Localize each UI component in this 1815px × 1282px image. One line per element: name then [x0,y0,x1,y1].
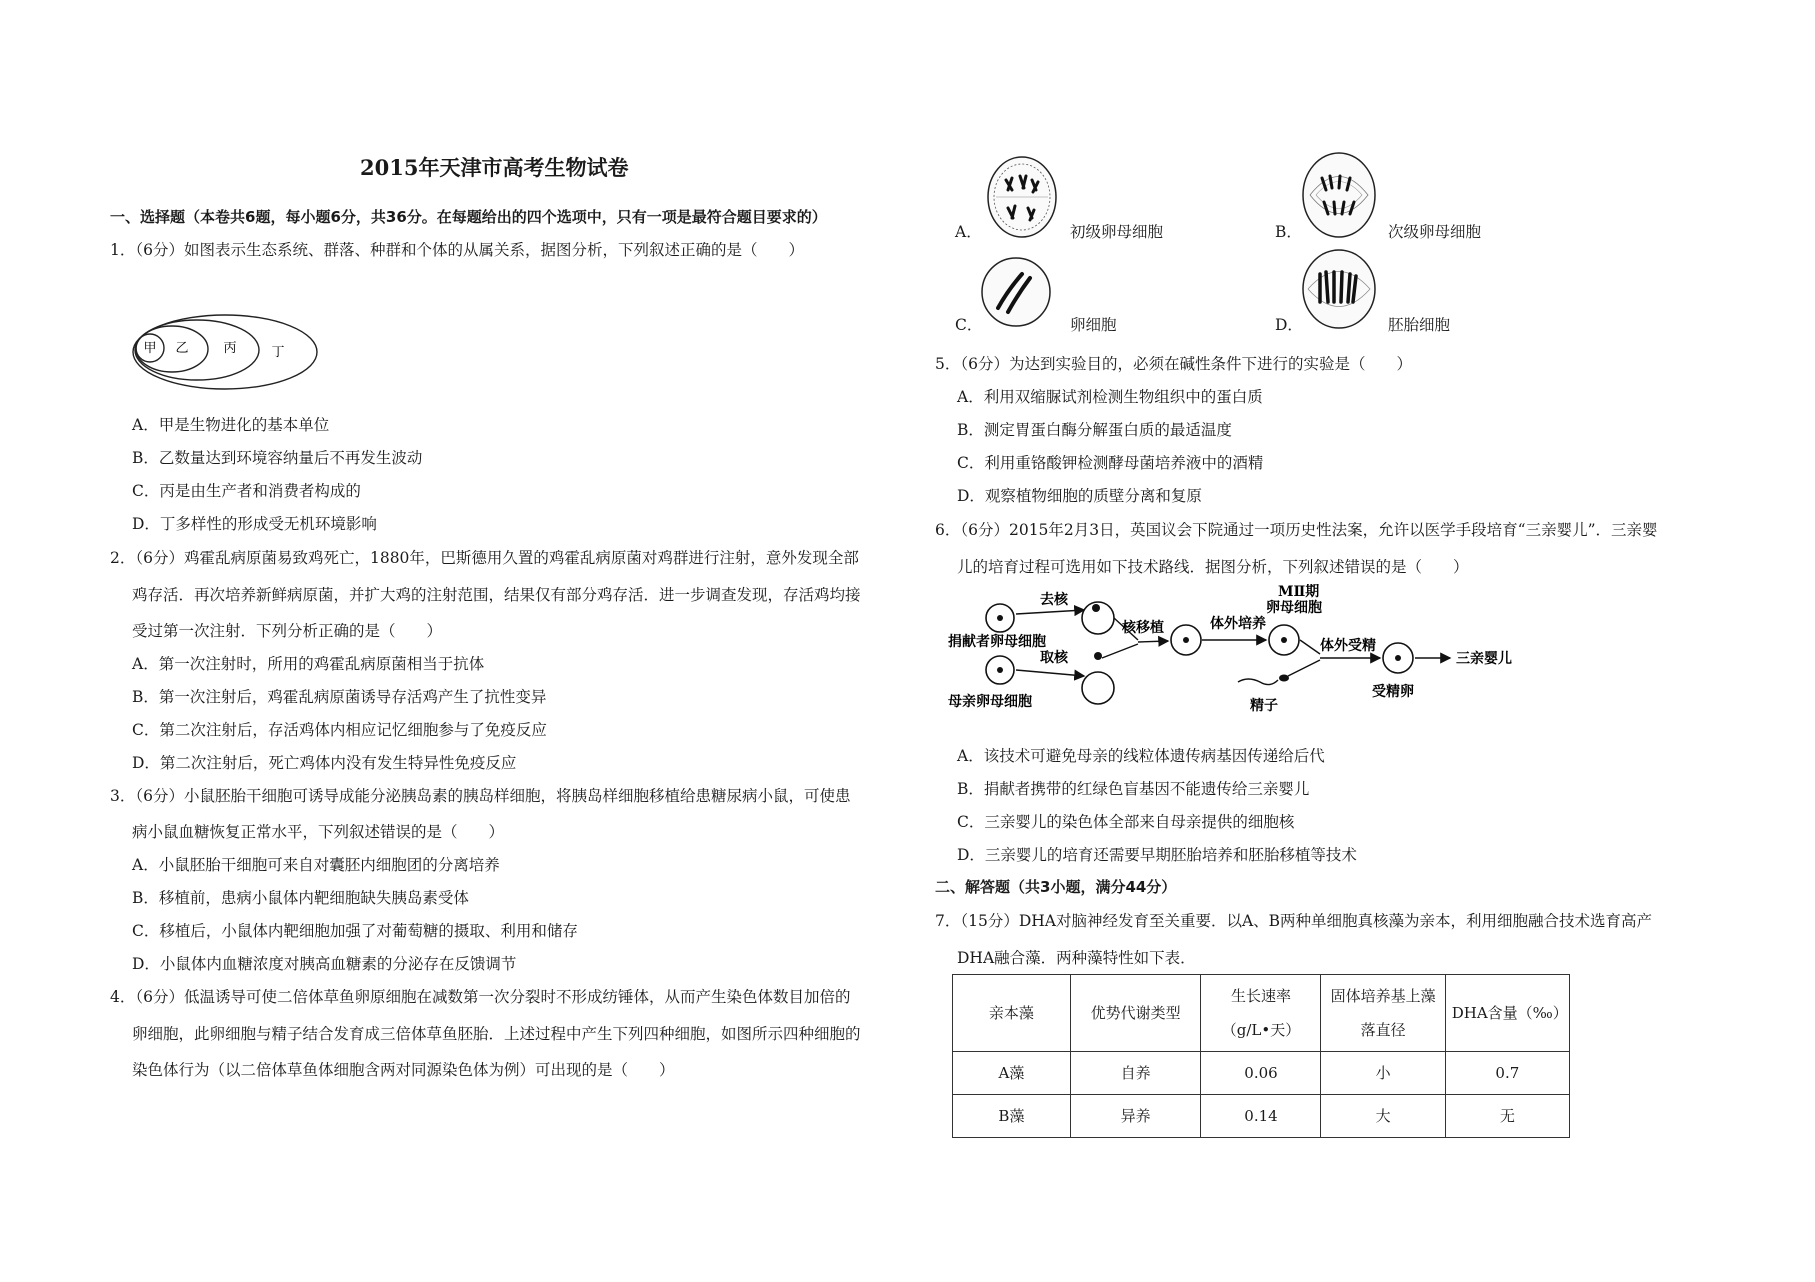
section-choice-heading: 一、选择题（本卷共6题，每小题6分，共36分。在每题给出的四个选项中，只有一项是最符合题目要求的） [110,208,827,226]
q6-label-sperm: 精子 [1250,698,1278,714]
q2-line-2: 鸡存活．再次培养新鲜病原菌，并扩大鸡的注射范围，结果仅有部分鸡存活．进一步调查发现，存活鸡均接 [132,586,861,604]
table-header-cell: DHA含量（‰） [1445,975,1569,1052]
q5-option-c: C．利用重铬酸钾检测酵母菌培养液中的酒精 [957,454,1264,472]
q4-option-a-label: 初级卵母细胞 [1070,223,1164,241]
q6-label-culture: 体外培养 [1210,616,1266,632]
q3-option-b: B．移植前，患病小鼠体内靶细胞缺失胰岛素受体 [132,889,469,907]
q6-option-c: C．三亲婴儿的染色体全部来自母亲提供的细胞核 [957,813,1295,831]
q6-option-b: B．捐献者携带的红绿色盲基因不能遗传给三亲婴儿 [957,780,1310,798]
q1-nested-ellipse-diagram [130,312,320,392]
table-cell: 无 [1445,1095,1569,1138]
table-cell: 自养 [1070,1052,1201,1095]
q6-label-mother: 母亲卵母细胞 [948,694,1032,710]
q6-label-transfer: 核移植 [1122,620,1164,636]
table-cell: B藻 [953,1095,1071,1138]
q6-label-remove-nucleus: 去核 [1040,592,1068,608]
q4-option-b-letter: B． [1275,223,1302,241]
table-row [953,1095,1570,1138]
q1-option-b: B．乙数量达到环境容纳量后不再发生波动 [132,449,423,467]
q3-line-1: 3．（6分）小鼠胚胎干细胞可诱导成能分泌胰岛素的胰岛样细胞，将胰岛样细胞移植给患糖尿病小鼠，可使患 [110,787,851,805]
q2-option-a: A．第一次注射时，所用的鸡霍乱病原菌相当于抗体 [132,655,485,673]
q6-three-parent-baby-flowchart [948,584,1528,714]
q4-option-d-label: 胚胎细胞 [1388,316,1451,334]
q2-option-b: B．第一次注射后，鸡霍乱病原菌诱导存活鸡产生了抗性变异 [132,688,547,706]
q1-option-d: D．丁多样性的形成受无机环境影响 [132,515,377,533]
q2-option-c: C．第二次注射后，存活鸡体内相应记忆细胞参与了免疫反应 [132,721,547,739]
q1-label-ding: 丁 [271,345,285,360]
table-cell: A藻 [953,1052,1071,1095]
table-row [953,1052,1570,1095]
q4-cell-d-image [1298,246,1380,332]
q2-line-3: 受过第一次注射．下列分析正确的是（ ） [132,622,443,640]
table-header-cell: 生长速率（g/L•天） [1201,975,1321,1052]
table-header-cell: 亲本藻 [953,975,1071,1052]
q1-stem: 1．（6分）如图表示生态系统、群落、种群和个体的从属关系，据图分析，下列叙述正确的是（ ） [110,241,804,259]
q6-label-donor: 捐献者卵母细胞 [948,634,1046,650]
q4-option-a-letter: A． [955,223,982,241]
table-header-cell: 优势代谢类型 [1070,975,1201,1052]
q4-cell-b-image [1298,148,1380,242]
q6-option-a: A．该技术可避免母亲的线粒体遗传病基因传递给后代 [957,747,1325,765]
q1-label-jia: 甲 [143,341,157,356]
q4-line-3: 染色体行为（以二倍体草鱼体细胞含两对同源染色体为例）可出现的是（ ） [132,1061,675,1079]
q6-label-mii-1: MⅡ期 [1278,584,1320,600]
q6-label-baby: 三亲婴儿 [1456,651,1512,667]
table-cell: 大 [1321,1095,1445,1138]
q4-option-d-letter: D． [1275,316,1303,334]
q4-option-c-letter: C． [955,316,983,334]
q4-option-b-label: 次级卵母细胞 [1388,223,1482,241]
q2-line-1: 2．（6分）鸡霍乱病原菌易致鸡死亡，1880年，巴斯德用久置的鸡霍乱病原菌对鸡群进行注射，意外发现全部 [110,549,859,567]
table-header-cell: 固体培养基上藻落直径 [1321,975,1445,1052]
q6-label-mii-2: 卵母细胞 [1266,600,1322,616]
table-cell: 异养 [1070,1095,1201,1138]
q6-label-take-nucleus: 取核 [1040,650,1068,666]
section-answer-heading: 二、解答题（共3小题，满分44分） [935,878,1177,896]
q3-line-2: 病小鼠血糖恢复正常水平，下列叙述错误的是（ ） [132,823,505,841]
q5-option-b: B．测定胃蛋白酶分解蛋白质的最适温度 [957,421,1232,439]
q1-option-c: C．丙是由生产者和消费者构成的 [132,482,361,500]
q4-line-2: 卵细胞，此卵细胞与精子结合发育成三倍体草鱼胚胎．上述过程中产生下列四种细胞，如图所示四种细胞的 [132,1025,861,1043]
q4-option-c-label: 卵细胞 [1070,316,1117,334]
q6-option-d: D．三亲婴儿的培育还需要早期胚胎培养和胚胎移植等技术 [957,846,1357,864]
q5-option-d: D．观察植物细胞的质壁分离和复原 [957,487,1202,505]
q3-option-c: C．移植后，小鼠体内靶细胞加强了对葡萄糖的摄取、利用和储存 [132,922,578,940]
q7-line-1: 7．（15分）DHA对脑神经发育至关重要．以A、B两种单细胞真核藻为亲本，利用细胞融合技术选育高产 [935,912,1653,930]
page-title: 2015年天津市高考生物试卷 [360,155,629,180]
q1-label-yi: 乙 [175,341,189,356]
q2-option-d: D．第二次注射后，死亡鸡体内没有发生特异性免疫反应 [132,754,517,772]
q3-option-d: D．小鼠体内血糖浓度对胰高血糖素的分泌存在反馈调节 [132,955,517,973]
q3-option-a: A．小鼠胚胎干细胞可来自对囊胚内细胞团的分离培养 [132,856,500,874]
table-header-row [953,975,1570,1052]
q6-line-1: 6．（6分）2015年2月3日，英国议会下院通过一项历史性法案，允许以医学手段培育“三亲婴儿”．三亲婴 [935,521,1658,539]
q6-label-fertilize: 体外受精 [1320,638,1376,654]
table-cell: 0.7 [1445,1052,1569,1095]
q1-label-bing: 丙 [223,341,237,356]
q4-line-1: 4．（6分）低温诱导可使二倍体草鱼卵原细胞在减数第一次分裂时不形成纺锤体，从而产生染色体数目加倍的 [110,988,851,1006]
q6-label-zygote: 受精卵 [1372,684,1414,700]
table-cell: 小 [1321,1052,1445,1095]
table-cell: 0.14 [1201,1095,1321,1138]
q5-option-a: A．利用双缩脲试剂检测生物组织中的蛋白质 [957,388,1263,406]
q7-algae-table [952,974,1570,1138]
q6-line-2: 儿的培育过程可选用如下技术路线．据图分析，下列叙述错误的是（ ） [957,558,1469,576]
q7-line-2: DHA融合藻．两种藻特性如下表． [957,949,1196,967]
q4-cell-c-image [978,254,1054,330]
q1-option-a: A．甲是生物进化的基本单位 [132,416,330,434]
q5-stem: 5．（6分）为达到实验目的，必须在碱性条件下进行的实验是（ ） [935,355,1412,373]
q4-cell-a-image [982,152,1062,242]
table-cell: 0.06 [1201,1052,1321,1095]
